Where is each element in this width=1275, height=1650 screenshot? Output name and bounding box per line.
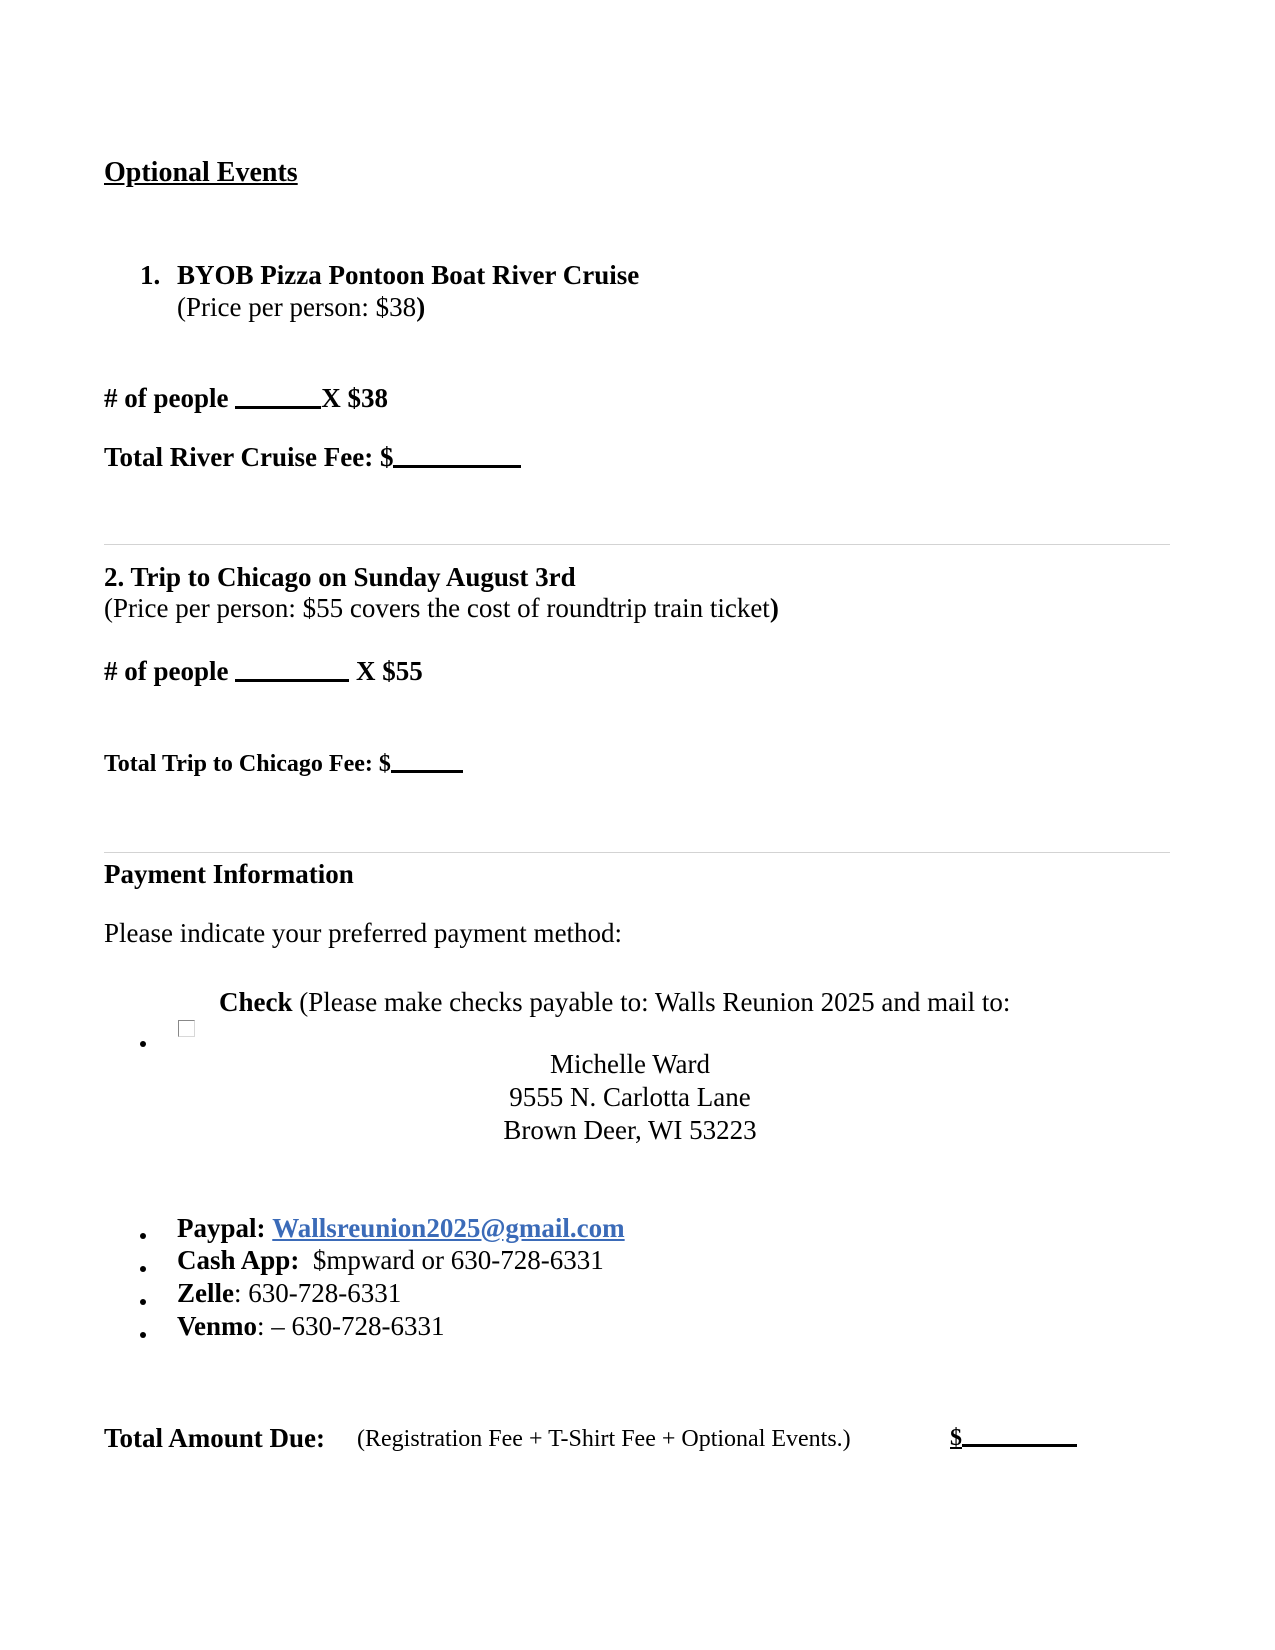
total-due-amount: $ <box>950 1425 1077 1452</box>
bullet <box>140 1233 146 1239</box>
payment-heading: Payment Information <box>104 859 354 889</box>
venmo-method: Venmo: – 630-728-6331 <box>177 1311 445 1341</box>
section-divider <box>104 544 1170 545</box>
bullet <box>140 1041 146 1047</box>
paypal-email-link[interactable]: Wallsreunion2025@gmail.com <box>272 1213 625 1243</box>
section-divider <box>104 852 1170 853</box>
bullet <box>140 1299 146 1305</box>
event2-price: (Price per person: $55 covers the cost of roundtrip train ticket) <box>104 593 779 623</box>
event2-people-line <box>104 656 423 687</box>
event1-title: BYOB Pizza Pontoon Boat River Cruise <box>177 260 640 290</box>
event1-people-label: # of people <box>104 383 229 413</box>
event1-total-label: Total River Cruise Fee <box>104 442 365 472</box>
address-city: Brown Deer, WI 53223 <box>503 1115 757 1145</box>
event1-total-blank[interactable] <box>393 464 521 468</box>
mailing-address <box>430 1048 830 1147</box>
zelle-method: Zelle: 630-728-6331 <box>177 1278 402 1308</box>
total-due-blank[interactable] <box>962 1443 1077 1447</box>
event2-title: 2. Trip to Chicago on Sunday August 3rd <box>104 562 576 592</box>
event1-price: (Price per person: $38) <box>177 292 426 322</box>
payment-intro: Please indicate your preferred payment method: <box>104 918 623 948</box>
event2-total-blank[interactable] <box>391 769 463 773</box>
check-label: Check <box>219 987 293 1017</box>
event1-number: 1. <box>140 260 161 290</box>
event1-total-line: Total River Cruise Fee: $ <box>104 442 521 473</box>
event2-people-label: # of people <box>104 656 229 686</box>
event1-people-blank[interactable] <box>235 405 321 409</box>
bullet <box>140 1266 146 1272</box>
paypal-method: Paypal: Wallsreunion2025@gmail.com <box>177 1213 625 1243</box>
event1-multiplier: X $38 <box>321 383 388 413</box>
address-street: 9555 N. Carlotta Lane <box>509 1082 751 1112</box>
page-heading: Optional Events <box>104 157 298 188</box>
check-option: Check (Please make checks payable to: Walls Reunion 2025 and mail to: <box>219 987 1011 1017</box>
address-name: Michelle Ward <box>549 1049 711 1079</box>
check-checkbox[interactable] <box>178 1020 195 1037</box>
event2-multiplier: X $55 <box>356 656 423 686</box>
total-due-label: Total Amount Due: <box>104 1423 326 1453</box>
bullet <box>140 1332 146 1338</box>
cashapp-method: Cash App: $mpward or 630-728-6331 <box>177 1245 604 1275</box>
event2-total-line: Total Trip to Chicago Fee: $ <box>104 751 463 778</box>
event2-total-label: Total Trip to Chicago Fee <box>104 751 365 777</box>
total-due-note: (Registration Fee + T-Shirt Fee + Optional Events.) <box>357 1426 851 1452</box>
event1-people-line <box>104 383 388 414</box>
event2-people-blank[interactable] <box>235 678 349 682</box>
